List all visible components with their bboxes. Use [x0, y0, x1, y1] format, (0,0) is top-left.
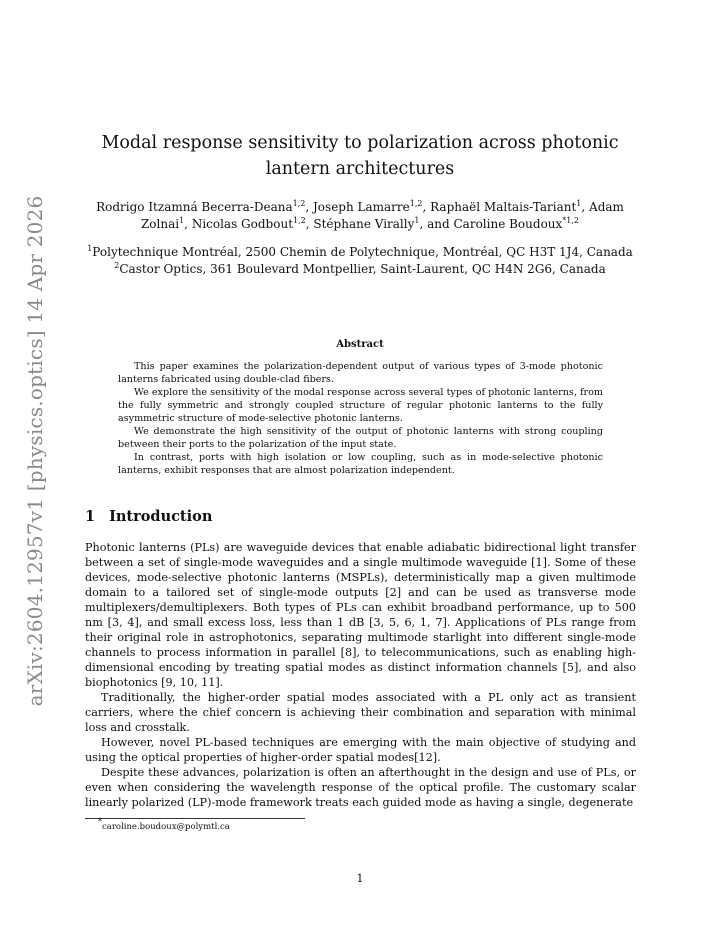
- abstract-paragraph: This paper examines the polarization-dependent output of various types of 3-mode photonic lanterns fabricated using double-clad fibers.: [118, 361, 603, 385]
- author-name: Rodrigo Itzamná Becerra-Deana: [96, 200, 293, 214]
- author-affiliation-mark: 1,2: [293, 216, 306, 225]
- page-number: 1: [356, 872, 364, 885]
- footnote-email: caroline.boudoux@polymtl.ca: [102, 822, 230, 832]
- body-paragraph: Traditionally, the higher-order spatial modes associated with a PL only act as transient carriers, where the chief concern is achieving their combination and separation with minimal loss and crosstalk.: [85, 691, 636, 734]
- affiliation-line: [84, 244, 636, 261]
- author-affiliation-mark: 1: [414, 216, 420, 225]
- abstract-paragraph: We explore the sensitivity of the modal response across several types of photonic lanterns, from the fully symmetric and strongly coupled structure of regular photonic lanterns to the fully asymmetric structure of mode-selective photonic lanterns.: [118, 387, 603, 424]
- author-name: Adam Zolnai: [140, 200, 624, 231]
- footnote-mark: *: [98, 817, 102, 826]
- affiliations: [84, 244, 636, 278]
- author-affiliation-mark: 1,2: [292, 199, 306, 208]
- abstract-body: [118, 360, 603, 477]
- affiliation-mark: 2: [114, 261, 120, 270]
- body-paragraph: However, novel PL-based techniques are emerging with the main objective of studying and using the optical properties of higher-order spatial modes[12].: [85, 736, 636, 764]
- abstract-paragraph: In contrast, ports with high isolation or low coupling, such as in mode-selective photonic lanterns, exhibit responses that are almost polarization independent.: [118, 452, 603, 476]
- author-affiliation-mark: *1,2: [562, 216, 580, 225]
- footnote: [98, 817, 230, 832]
- author-list: Rodrigo Itzamná Becerra-Deana$^{1,2}$, Joseph Lamarre$^{1,2}$, Raphaël Maltais-Tariant$^1$, Adam Zolnai$^1$, Nicolas Godbout$^{1,2}$, Stéphane Virally$^1$, and Caroline Boudoux$^{*1,2}$: [96, 199, 624, 231]
- author-name: Joseph Lamarre: [313, 200, 410, 214]
- abstract-heading: Abstract: [336, 339, 384, 350]
- paper-title: Modal response sensitivity to polarization across photonic lantern architectures: [101, 133, 619, 179]
- arxiv-sidebar: [20, 195, 50, 707]
- body-paragraph: Despite these advances, polarization is often an afterthought in the design and use of PLs, or even when considering the wavelength response of the optical profile. The customary scalar linearly polarized (LP)-mode framework treats each guided mode as having a single, degenerate: [85, 766, 636, 809]
- affiliation-text: Castor Optics, 361 Boulevard Montpellier, Saint-Laurent, QC H4N 2G6, Canada: [119, 262, 606, 276]
- footnote-rule: [85, 818, 305, 819]
- affiliation-mark: 1: [87, 244, 93, 253]
- section-number: 1: [85, 508, 96, 525]
- author-affiliation-mark: 1: [179, 216, 185, 225]
- section-heading: [85, 508, 212, 525]
- author-affiliation-mark: 1: [576, 199, 582, 208]
- author-name: Stéphane Virally: [313, 217, 415, 231]
- author-name: Nicolas Godbout: [191, 217, 294, 231]
- abstract-paragraph: We demonstrate the high sensitivity of the output of photonic lanterns with strong coupling between their ports to the polarization of the input state.: [118, 426, 603, 450]
- affiliation-line: [84, 261, 636, 278]
- arxiv-identifier: arXiv:2604.12957v1 [physics.optics] 14 Apr 2026: [23, 195, 47, 707]
- affiliation-text: Polytechnique Montréal, 2500 Chemin de Polytechnique, Montréal, QC H3T 1J4, Canada: [92, 245, 633, 259]
- author-affiliation-mark: 1,2: [409, 199, 423, 208]
- author-name: Caroline Boudoux: [453, 217, 563, 231]
- section-title: Introduction: [109, 508, 213, 525]
- author-name: Raphaël Maltais-Tariant: [430, 200, 577, 214]
- body-text: [85, 540, 636, 810]
- body-paragraph: Photonic lanterns (PLs) are waveguide devices that enable adiabatic bidirectional light transfer between a set of single-mode waveguides and a single multimode waveguide [1]. Some of these devices, mode-selective photonic lanterns (MSPLs), deterministically map a given multimode domain to a tailored set of single-mode outputs [2] and can be used as transverse mode multiplexers/demultiplexers. Both types of PLs can exhibit broadband performance, up to 500 nm [3, 4], and small excess loss, less than 1 dB [3, 5, 6, 1, 7]. Applications of PLs range from their original role in astrophotonics, separating multimode starlight into different single-mode channels to process information in parallel [8], to telecommunications, such as enabling high-dimensional encoding by treating spatial modes as distinct information channels [5], and also biophotonics [9, 10, 11].: [85, 541, 636, 689]
